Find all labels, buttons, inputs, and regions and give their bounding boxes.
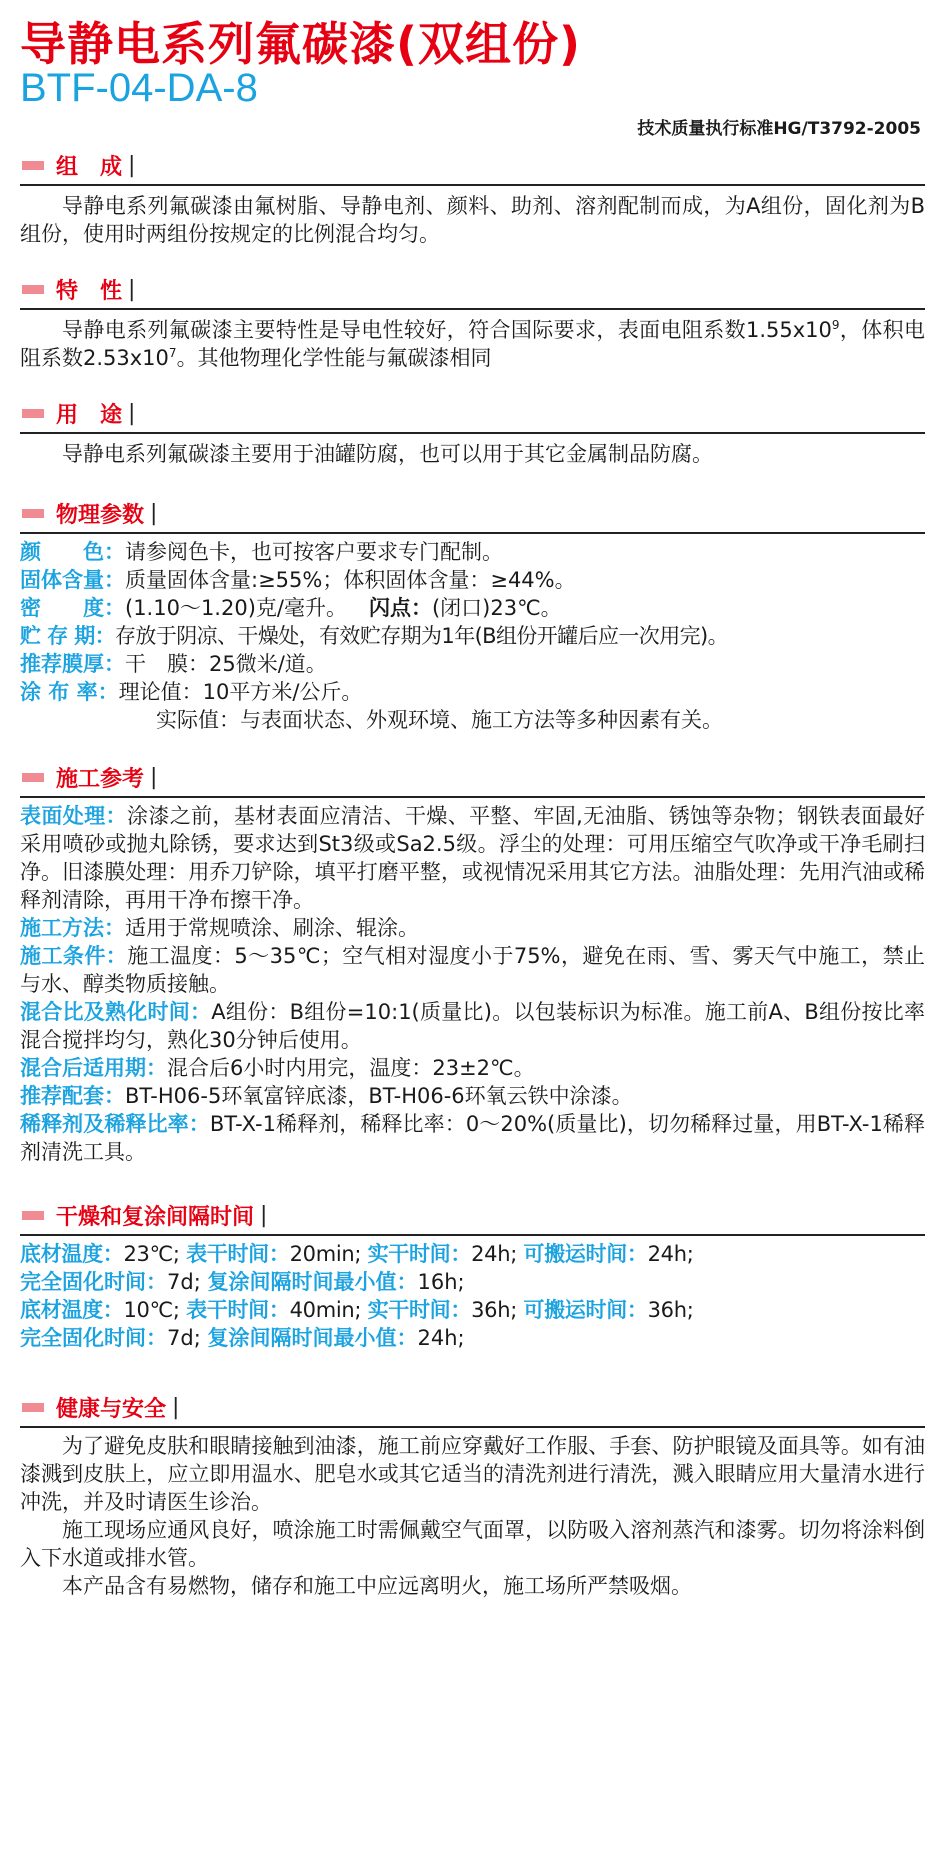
color-value: 请参阅色卡，也可按客户要求专门配制。 [125, 540, 503, 564]
section-application [20, 758, 925, 1166]
safety-paragraph-1: 为了避免皮肤和眼睛接触到油漆，施工前应穿戴好工作服、手套、防护眼镜及面具等。如有油漆溅到皮肤上，应立即用温水、肥皂水或其它适当的清洗剂进行清洗，溅入眼睛应用大量清水进行冲洗，并及时请医生诊治。 [20, 1434, 925, 1514]
section-divider-icon: | [150, 764, 158, 790]
touch-dry-label: 表干时间： [186, 1242, 290, 1266]
thinner-row [20, 1110, 925, 1166]
mixing-row [20, 998, 925, 1054]
section-marker-icon [22, 1403, 44, 1412]
features-text-a: 导静电系列氟碳漆主要特性是导电性较好，符合国际要求，表面电阻系数1.55x10 [62, 318, 832, 342]
features-text-c: 。其他物理化学性能与氟碳漆相同 [176, 346, 492, 370]
section-divider-icon: | [128, 400, 136, 426]
coverage-value: 理论值：10平方米/公斤。 [118, 680, 363, 704]
section-title: 健康与安全 [56, 1396, 167, 1422]
section-marker-icon [22, 1211, 44, 1220]
section-features [20, 270, 925, 372]
full-cure-label: 完全固化时间： [20, 1326, 167, 1350]
potlife-value: 混合后6小时内用完，温度：23±2℃。 [167, 1056, 535, 1080]
product-title: 导静电系列氟碳漆(双组份) [20, 17, 582, 71]
system-label: 推荐配套： [20, 1084, 125, 1108]
section-title: 特 性 [56, 278, 123, 304]
recoat-label: 复涂间隔时间最小值： [207, 1326, 418, 1350]
film-label: 推荐膜厚： [20, 652, 125, 676]
section-title: 干燥和复涂间隔时间 [56, 1204, 255, 1230]
handle-value: 24h; [647, 1242, 694, 1266]
section-title: 物理参数 [56, 502, 145, 528]
conditions-value: 施工温度：5～35℃；空气相对湿度小于75%，避免在雨、雪、雾天气中施工，禁止与水、醇类物质接触。 [20, 944, 926, 996]
recoat-value: 16h; [417, 1270, 465, 1294]
mixing-value: A组份：B组份=10:1(质量比)。以包装标识为标准。施工前A、B组份按比率混合搅拌均匀，熟化30分钟后使用。 [20, 1000, 925, 1052]
full-cure-value: 7d; [167, 1270, 201, 1294]
section-divider-icon: | [128, 276, 136, 302]
section-header [20, 1388, 925, 1428]
section-usage [20, 394, 925, 468]
solids-label: 固体含量： [20, 568, 125, 592]
section-header [20, 1196, 925, 1236]
section-divider-icon: | [260, 1202, 268, 1228]
section-marker-icon [22, 161, 44, 170]
surface-prep [20, 802, 925, 914]
storage-value: 存放于阴凉、干燥处，有效贮存期为1年(B组份开罐后应一次用完)。 [115, 624, 728, 648]
color-label: 颜 色： [20, 540, 125, 564]
section-header [20, 394, 925, 434]
system-value: BT-H06-5环氧富锌底漆，BT-H06-6环氧云铁中涂漆。 [125, 1084, 633, 1108]
coverage-value-2: 实际值：与表面状态、外观环境、施工方法等多种因素有关。 [156, 708, 723, 732]
solids-value: 质量固体含量:≥55%；体积固体含量：≥44%。 [125, 568, 576, 592]
drying-row-1a [20, 1240, 925, 1268]
section-header [20, 494, 925, 534]
safety-paragraph-3: 本产品含有易燃物，储存和施工中应远离明火，施工场所严禁吸烟。 [62, 1574, 692, 1598]
coverage-label: 涂 布 率： [20, 680, 119, 704]
method-row [20, 914, 925, 942]
safety-paragraph-2: 施工现场应通风良好，喷涂施工时需佩戴空气面罩，以防吸入溶剂蒸汽和漆雾。切勿将涂料倒入下水道或排水管。 [20, 1518, 925, 1570]
film-row [20, 650, 925, 678]
touch-dry-label: 表干时间： [186, 1298, 290, 1322]
section-safety [20, 1388, 925, 1600]
features-text-b: ，体积电阻系数2.53x10 [20, 318, 926, 370]
density-row [20, 594, 925, 622]
section-drying [20, 1196, 925, 1352]
features-text [20, 316, 925, 372]
substrate-label: 底材温度： [20, 1298, 124, 1322]
conditions-label: 施工条件： [20, 944, 128, 968]
section-header [20, 758, 925, 798]
system-row [20, 1082, 925, 1110]
thinner-value: BT-X-1稀释剂，稀释比率：0～20%(质量比)，切勿稀释过量，用BT-X-1稀释剂清洗工具。 [20, 1112, 925, 1164]
section-marker-icon [22, 409, 44, 418]
thinner-label: 稀释剂及稀释比率： [20, 1112, 210, 1136]
section-composition [20, 146, 925, 248]
handle-label: 可搬运时间： [523, 1298, 648, 1322]
hard-dry-label: 实干时间： [367, 1298, 472, 1322]
quality-standard: 技术质量执行标准HG/T3792-2005 [637, 119, 921, 139]
section-header [20, 270, 925, 310]
surface-label: 表面处理： [20, 804, 127, 828]
section-divider-icon: | [150, 500, 158, 526]
handle-value: 36h; [647, 1298, 694, 1322]
storage-row [20, 622, 925, 650]
substrate-value: 23℃; [123, 1242, 180, 1266]
touch-dry-value: 20min; [289, 1242, 362, 1266]
hard-dry-value: 36h; [471, 1298, 517, 1322]
density-value: (1.10～1.20)克/毫升。 [125, 596, 347, 620]
section-title: 组 成 [56, 154, 123, 180]
section-marker-icon [22, 773, 44, 782]
section-marker-icon [22, 285, 44, 294]
storage-label: 贮 存 期： [20, 624, 116, 648]
mixing-label: 混合比及熟化时间： [20, 1000, 212, 1024]
conditions-row [20, 942, 925, 998]
handle-label: 可搬运时间： [523, 1242, 648, 1266]
potlife-row [20, 1054, 925, 1082]
coverage-row-2 [20, 706, 925, 734]
section-physical [20, 494, 925, 734]
section-header [20, 146, 925, 186]
color-row [20, 538, 925, 566]
section-divider-icon: | [128, 152, 136, 178]
full-cure-value: 7d; [167, 1326, 201, 1350]
section-title: 施工参考 [56, 766, 145, 792]
drying-row-2a [20, 1296, 925, 1324]
section-divider-icon: | [172, 1394, 180, 1420]
full-cure-label: 完全固化时间： [20, 1270, 167, 1294]
usage-text: 导静电系列氟碳漆主要用于油罐防腐，也可以用于其它金属制品防腐。 [62, 442, 713, 466]
section-title: 用 途 [56, 402, 123, 428]
product-code: BTF-04-DA-8 [20, 66, 258, 110]
method-label: 施工方法： [20, 916, 125, 940]
features-exponent-b: 7 [168, 346, 177, 360]
section-marker-icon [22, 509, 44, 518]
substrate-label: 底材温度： [20, 1242, 124, 1266]
flash-value: (闭口)23℃。 [431, 596, 562, 620]
method-value: 适用于常规喷涂、刷涂、辊涂。 [125, 916, 419, 940]
hard-dry-value: 24h; [471, 1242, 517, 1266]
hard-dry-label: 实干时间： [367, 1242, 472, 1266]
density-label: 密 度： [20, 596, 125, 620]
film-value: 干 膜：25微米/道。 [125, 652, 327, 676]
solids-row [20, 566, 925, 594]
flash-label: 闪点： [368, 596, 432, 620]
substrate-value: 10℃; [123, 1298, 180, 1322]
potlife-label: 混合后适用期： [20, 1056, 167, 1080]
drying-row-2b [20, 1324, 925, 1352]
recoat-value: 24h; [417, 1326, 465, 1350]
composition-text: 导静电系列氟碳漆由氟树脂、导静电剂、颜料、助剂、溶剂配制而成，为A组份，固化剂为B组份，使用时两组份按规定的比例混合均匀。 [20, 194, 925, 246]
features-exponent-a: 9 [831, 318, 840, 332]
touch-dry-value: 40min; [289, 1298, 362, 1322]
surface-value: 涂漆之前，基材表面应清洁、干燥、平整、牢固,无油脂、锈蚀等杂物；钢铁表面最好采用喷砂或抛丸除锈，要求达到St3级或Sa2.5级。浮尘的处理：可用压缩空气吹净或干净毛刷扫净。旧漆膜处理：用乔刀铲除，填平打磨平整，或视情况采用其它方法。油脂处理：先用汽油或稀释剂清除，再用干净布擦干净。 [20, 804, 926, 912]
coverage-row [20, 678, 925, 706]
drying-row-1b [20, 1268, 925, 1296]
recoat-label: 复涂间隔时间最小值： [207, 1270, 418, 1294]
